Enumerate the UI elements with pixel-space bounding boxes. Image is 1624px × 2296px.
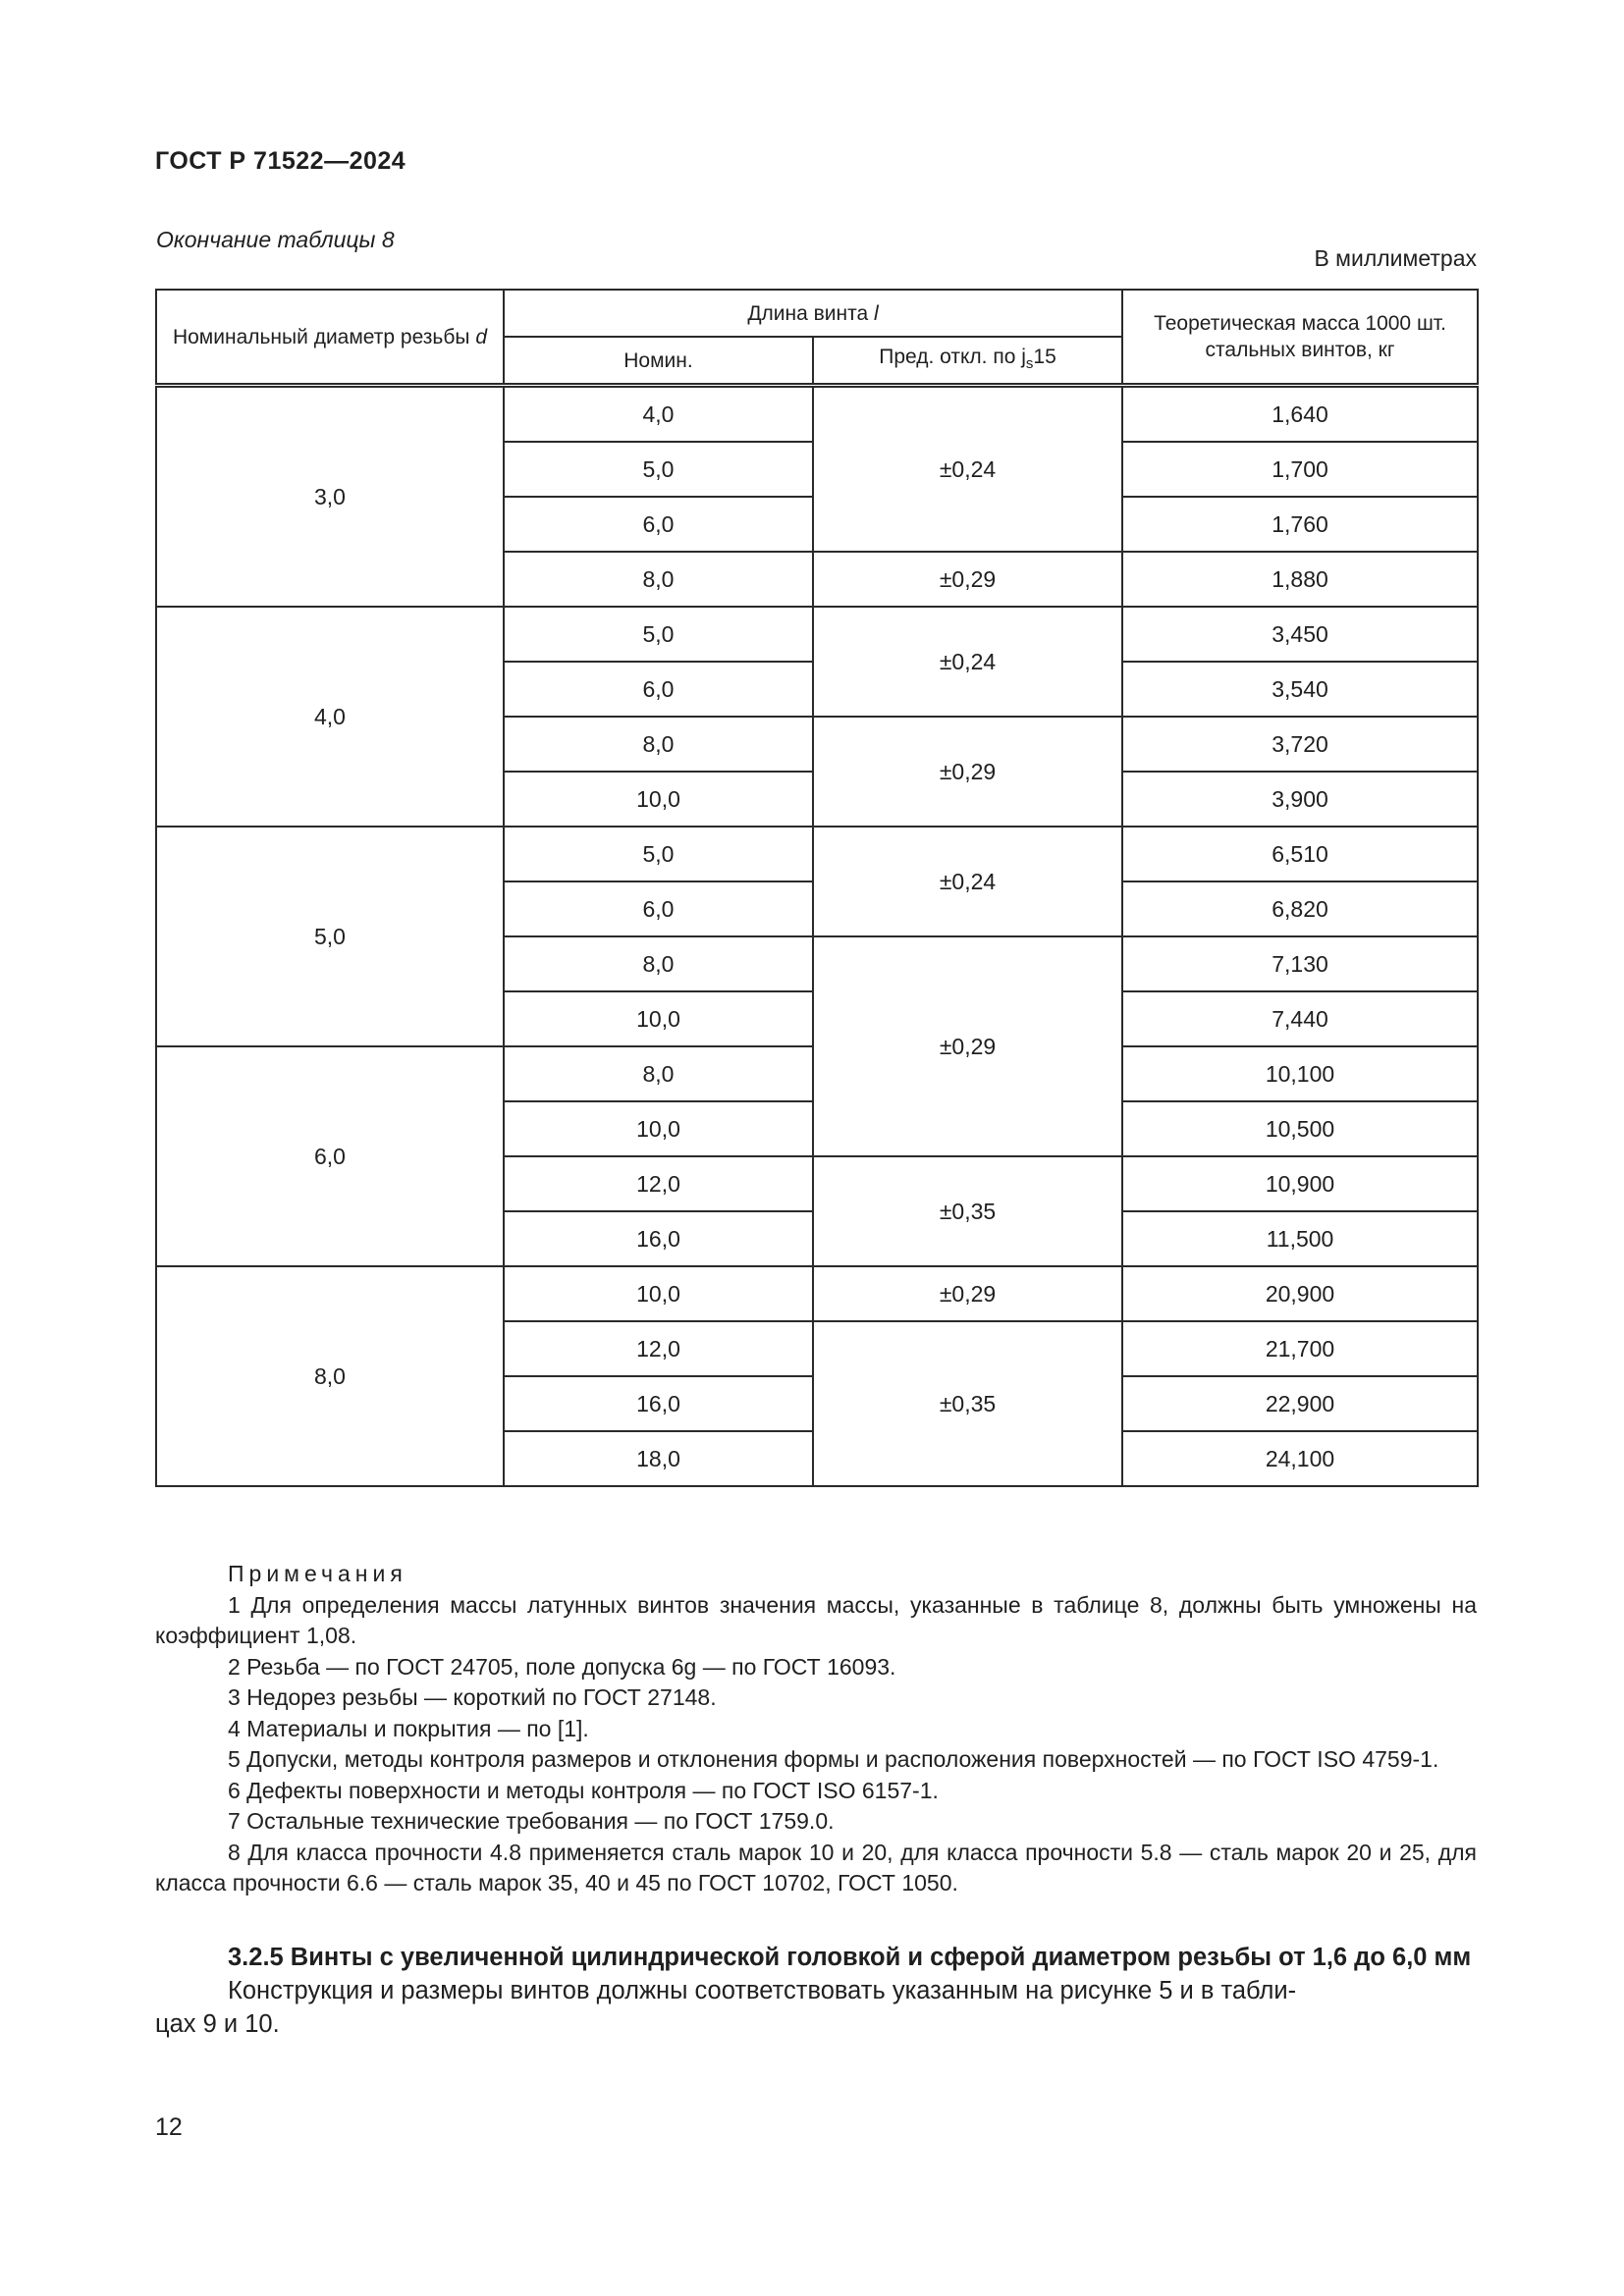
document-code: ГОСТ Р 71522—2024: [155, 147, 406, 175]
length-cell: 8,0: [504, 936, 813, 991]
length-cell: 8,0: [504, 717, 813, 772]
mass-cell: 3,540: [1122, 662, 1478, 717]
table-caption: Окончание таблицы 8: [156, 227, 395, 252]
mass-cell: 10,100: [1122, 1046, 1478, 1101]
length-cell: 10,0: [504, 991, 813, 1046]
tolerance-cell: ±0,29: [813, 717, 1122, 827]
mass-cell: 11,500: [1122, 1211, 1478, 1266]
header-diameter: Номинальный диаметр резьбы d: [156, 290, 504, 386]
length-cell: 8,0: [504, 552, 813, 607]
length-cell: 10,0: [504, 772, 813, 827]
diameter-cell: 6,0: [156, 1046, 504, 1266]
length-cell: 5,0: [504, 607, 813, 662]
page-number: 12: [155, 2113, 183, 2141]
tolerance-cell: ±0,24: [813, 827, 1122, 936]
mass-cell: 3,720: [1122, 717, 1478, 772]
length-cell: 16,0: [504, 1211, 813, 1266]
length-cell: 6,0: [504, 881, 813, 936]
table-row: [156, 386, 1478, 443]
diameter-cell: 8,0: [156, 1266, 504, 1486]
mass-cell: 3,900: [1122, 772, 1478, 827]
table-row: [156, 1266, 1478, 1321]
length-cell: 6,0: [504, 662, 813, 717]
length-cell: 5,0: [504, 827, 813, 881]
header-nominal: Номин.: [504, 337, 813, 386]
diameter-cell: 3,0: [156, 386, 504, 608]
mass-cell: 3,450: [1122, 607, 1478, 662]
mass-cell: 1,760: [1122, 497, 1478, 552]
note-item: 2 Резьба — по ГОСТ 24705, поле допуска 6g — по ГОСТ 16093.: [228, 1653, 896, 1680]
mass-cell: 6,820: [1122, 881, 1478, 936]
length-cell: 12,0: [504, 1156, 813, 1211]
diameter-cell: 4,0: [156, 607, 504, 827]
mass-cell: 10,900: [1122, 1156, 1478, 1211]
screw-mass-table: [155, 289, 1479, 1487]
length-cell: 6,0: [504, 497, 813, 552]
note-item: 1 Для определения массы латунных винтов значения массы, указанные в таблице 8, должны быть умножены на коэффициент 1,08.: [155, 1591, 1477, 1648]
table-units: В миллиметрах: [1314, 245, 1477, 271]
mass-cell: 20,900: [1122, 1266, 1478, 1321]
table-row: [156, 607, 1478, 662]
mass-cell: 7,440: [1122, 991, 1478, 1046]
note-item: 6 Дефекты поверхности и методы контроля — по ГОСТ ISO 6157-1.: [228, 1777, 939, 1803]
length-cell: 8,0: [504, 1046, 813, 1101]
mass-cell: 1,700: [1122, 442, 1478, 497]
length-cell: 5,0: [504, 442, 813, 497]
mass-cell: 7,130: [1122, 936, 1478, 991]
section-body: Конструкция и размеры винтов должны соответствовать указанным на рисунке 5 и в табли-: [228, 1977, 1297, 2004]
note-item: 3 Недорез резьбы — короткий по ГОСТ 27148.: [228, 1684, 717, 1710]
tolerance-cell: ±0,29: [813, 936, 1122, 1156]
header-length-symbol: l: [874, 301, 879, 325]
note-item: 7 Остальные технические требования — по ГОСТ 1759.0.: [228, 1808, 835, 1834]
header-tolerance: Пред. откл. по $j_s15$: [813, 337, 1122, 386]
length-cell: 10,0: [504, 1101, 813, 1156]
mass-cell: 1,640: [1122, 386, 1478, 443]
section-3-2-5: [155, 1941, 1477, 2041]
note-item: 8 Для класса прочности 4.8 применяется сталь марок 10 и 20, для класса прочности 5.8 — сталь марок 20 и 25, для класса прочности 6.6 — сталь марок 35, 40 и 45 по ГОСТ 10702, ГОСТ 1050.: [155, 1839, 1477, 1896]
table-notes: [155, 1559, 1477, 1899]
tolerance-cell: ±0,29: [813, 552, 1122, 607]
notes-title: Примечания: [228, 1561, 407, 1586]
mass-cell: 10,500: [1122, 1101, 1478, 1156]
tolerance-cell: ±0,35: [813, 1321, 1122, 1486]
tolerance-cell: ±0,24: [813, 386, 1122, 553]
header-length: Длина винта l: [504, 290, 1122, 337]
tolerance-cell: ±0,24: [813, 607, 1122, 717]
length-cell: 16,0: [504, 1376, 813, 1431]
note-item: 5 Допуски, методы контроля размеров и отклонения формы и расположения поверхностей — по ГОСТ ISO 4759-1.: [228, 1746, 1439, 1772]
diameter-cell: 5,0: [156, 827, 504, 1046]
section-heading: 3.2.5 Винты с увеличенной цилиндрической головкой и сферой диаметром резьбы от 1,6 до 6,0 мм: [228, 1944, 1472, 1971]
mass-cell: 6,510: [1122, 827, 1478, 881]
section-body-continuation: цах 9 и 10.: [155, 2010, 280, 2038]
mass-cell: 21,700: [1122, 1321, 1478, 1376]
table-row: [156, 827, 1478, 881]
mass-cell: 22,900: [1122, 1376, 1478, 1431]
mass-cell: 1,880: [1122, 552, 1478, 607]
length-cell: 18,0: [504, 1431, 813, 1486]
length-cell: 4,0: [504, 386, 813, 443]
header-diameter-symbol: d: [475, 325, 488, 348]
note-item: 4 Материалы и покрытия — по [1].: [228, 1715, 589, 1741]
header-mass: Теоретическая масса 1000 шт. стальных винтов, кг: [1122, 290, 1478, 386]
tolerance-cell: ±0,29: [813, 1266, 1122, 1321]
length-cell: 12,0: [504, 1321, 813, 1376]
mass-cell: 24,100: [1122, 1431, 1478, 1486]
tolerance-cell: ±0,35: [813, 1156, 1122, 1266]
length-cell: 10,0: [504, 1266, 813, 1321]
